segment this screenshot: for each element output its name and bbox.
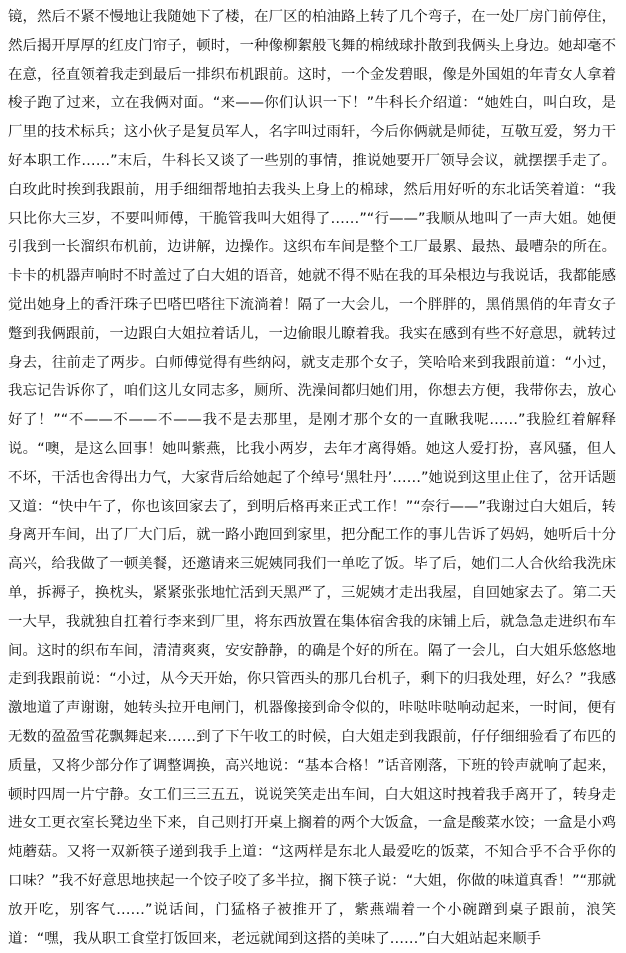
body-text: 镜，然后不紧不慢地让我随她下了楼，在厂区的柏油路上转了几个弯子，在一处厂房门前停住，然后揭开厚厚的红皮门帘子，顿时，一种像柳絮般飞舞的棉绒球扑散到我俩头上身边。她却毫不在意，径直领着我走到最后一排织布机跟前。这时，一个金发碧眼，像是外国姐的年青女人拿着梭子跑了过来，立在我俩对面。“来——你们认识一下！”牛科长介绍道：“她姓白，叫白玫，是厂里的技术标兵；这小伙子是复员军人，名字叫过雨轩，今后你俩就是师徒，互敬互爱，努力干好本职工作……”末后，牛科长又谈了一些别的事情，推说她要开厂领导会议，就摆摆手走了。白玫此时挨到我跟前，用手细细帮地拍去我头上身上的棉球，然后用好听的东北话笑着道：“我只比你大三岁，不要叫师傅，干脆管我叫大姐得了……”“行——”我顺从地叫了一声大姐。她便引我到一长溜织布机前，边讲解，边操作。这织布车间是整个工厂最累、最热、最嘈杂的所在。卡卡的机器声响时不时盖过了白大姐的语音，她就不得不贴在我的耳朵根边与我说话，我都能感觉出她身上的香汗珠子巴嗒巴嗒往下流淌着！隔了一大会儿，一个胖胖的，黑俏黑俏的年青女子蹩到我俩跟前，一边跟白大姐拉着话儿，一边偷眼儿瞭着我。我实在感到有些不好意思，就转过身去，往前走了两步。白师傅觉得有些纳闷，就支走那个女子，笑哈哈来到我跟前道：“小过，我忘记告诉你了，咱们这儿女同志多，厕所、洗澡间都归她们用，你想去方便，我带你去，放心好了！”“不——不——不——我不是去那里，是刚才那个女的一直瞅我呢……”我脸红着解释说。“噢，是这么回事！她叫紫燕，比我小两岁，去年才离得婚。她这人爱打扮，喜风骚，但人不坏，干活也舍得出力气，大家背后给她起了个绰号‘黑牡丹’……”她说到这里止住了，岔开话题又道：“快中午了，你也该回家去了，到明后格再来正式工作！”“奈行——”我谢过白大姐后，转身离开车间，出了厂大门后，就一路小跑回到家里，把分配工作的事儿告诉了妈妈，她听后十分高兴，给我做了一顿美餐，还邀请来三妮姨同我们一单吃了饭。毕了后，她们二人合伙给我洗床单，拆褥子，换枕头，紧紧张张地忙活到天黑严了，三妮姨才走出我屋，自回她家去了。第二天一大早，我就独自扛着行李来到厂里，将东西放置在集体宿舍我的床铺上后，就急急走进织布车间。这时的织布车间，清清爽爽，安安静静，的确是个好的所在。隔了一会儿，白大姐乐悠悠地走到我跟前说：“小过，从今天开始，你只管西头的那几台机子，剩下的归我处理，好么？”我感激地道了声谢谢，她转头拉开电闸门，机器像接到命令似的，咔哒咔哒响动起来，一时间，便有无数的盈盈雪花飘舞起来……到了下午收工的时候，白大姐走到我跟前，仔仔细细验看了布匹的质量，又将少部分作了调整调换，高兴地说：“基本合格！”话音刚落，下班的铃声就响了起来，顿时四周一片宁静。女工们三三五五，说说笑笑走出车间，白大姐这时拽着我手离开了，转身走进女工更衣室长凳边坐下来，自己则打开桌上搁着的两个大饭盒，一盒是酸菜水饺；一盒是小鸡炖蘑菇。又将一双新筷子递到我手上道：“这两样是东北人最爱吃的饭菜，不知合乎不合乎你的口味？”我不好意思地挟起一个饺子咬了多半拉，搁下筷子说：“大姐，你做的味道真香！”“那就放开吃，别客气……”说话间，门猛格子被推开了，紫燕端着一个小碗蹭到桌子跟前，浪笑道：“嘿，我从职工食堂打饭回来，老远就闻到这搭的美味了……”白大姐站起来顺手	[8, 9, 616, 947]
